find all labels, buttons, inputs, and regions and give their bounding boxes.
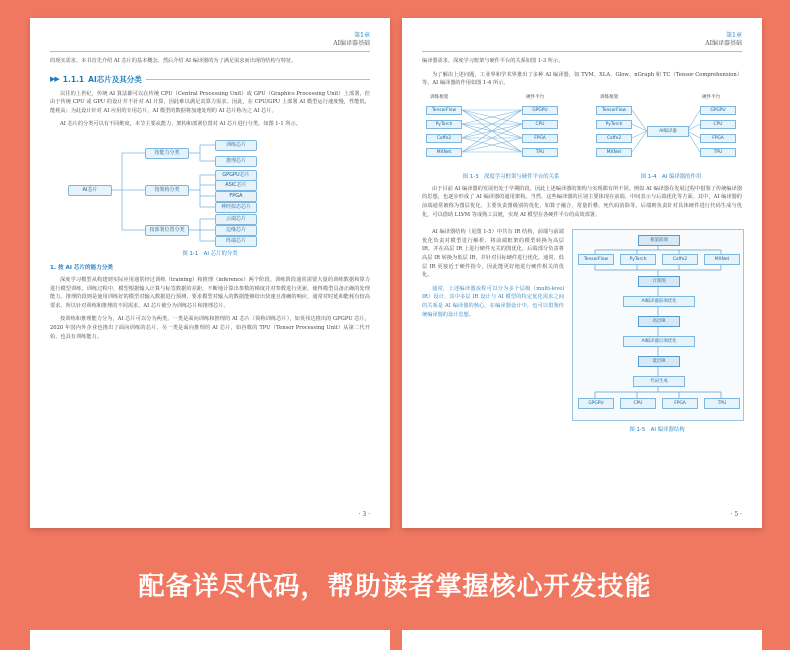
tree-leaf: 推理芯片 bbox=[215, 156, 257, 167]
next-page-peek bbox=[402, 630, 762, 650]
hardware-box: CPU bbox=[522, 120, 558, 129]
tree-leaf: 训练芯片 bbox=[215, 140, 257, 151]
paragraph: AI 芯片的分类可以有不同维度，本节主要从能力、架构和部署位置对 AI 芯片进行分类，如图 1-1 所示。 bbox=[60, 121, 301, 128]
hardware-box: CPU bbox=[700, 120, 736, 129]
figure-ai-compiler-role bbox=[592, 94, 742, 168]
paragraph: 由于目前 AI 编译器的发展仍处于早期阶段，因此上述编译器的架构与实现都有所不同。例如 AI 编译器在发展过程中借鉴了传统编译器的思想，也逐步形成了 AI 编译器的通用架构。当然，这些编译器的区别主要体现在前端、中间表示与后端优化等方面。其中，AI 编译器的前端通常被称为图层优化，主要负责图级别的优化，如算子融合、常量折叠、死代码消除等。后端则负责针对具体硬件进行代码生成与优化，可以借助 LLVM 等成熟工具链，实现 AI 模型在各硬件平台的高效部署。 bbox=[422, 185, 742, 218]
column-label: 训练框架 bbox=[430, 94, 449, 100]
text-column bbox=[422, 223, 564, 433]
pipeline-stage: AI编译器前端优化 bbox=[623, 296, 695, 307]
tree-leaf: GPGPU芯片 bbox=[215, 170, 257, 181]
hardware-box: GPGPU bbox=[700, 106, 736, 115]
frontend-box: 框架前端 bbox=[638, 235, 680, 246]
heading-rule bbox=[146, 79, 370, 80]
book-page-right bbox=[402, 18, 762, 528]
pipeline-stage: AI编译器后端优化 bbox=[623, 336, 695, 347]
hardware-box: TPU bbox=[700, 148, 736, 157]
figure-framework-hardware bbox=[422, 94, 572, 168]
arrows-icon: ▶▶ bbox=[50, 75, 59, 84]
subsection-heading: 1. 按 AI 芯片的能力分类 bbox=[50, 264, 114, 271]
paragraph: AI 编译器结构（见图 1-5）中共有 IR 结构，前端与前端优化负责对模型进行解析，将前端框架的模型转换为高层 IR，并在高层 IR 上进行硬件无关的图优化。后端部分负责将高层 IR 转换为低层 IR，并针对目标硬件进行优化。通常，低层 IR 更接近于硬件指令，因此能更好地进行硬件相关的优化。 bbox=[422, 229, 564, 279]
tree-group: 按架构分类 bbox=[145, 185, 189, 196]
pipeline-stage: 高层IR bbox=[638, 316, 680, 327]
hardware-box: CPU bbox=[620, 398, 656, 409]
tree-leaf: 终端芯片 bbox=[215, 236, 257, 247]
framework-box: MXNet bbox=[426, 148, 462, 157]
framework-box: MXNet bbox=[596, 148, 632, 157]
figure-caption: 图 1-5 AI 编译器结构 bbox=[629, 427, 685, 434]
highlighted-paragraph: 通常，上述编译器流程可以分为多个层级（multi-level IR）设计，其中多层 IR 设计与 AI 模型的特定优化需求之间的关系是 AI 编译器的核心。在编译器设计中，也可以借鉴传统编译器的设计思想。 bbox=[422, 285, 564, 318]
promo-banner-text: 配备详尽代码，帮助读者掌握核心开发技能 bbox=[138, 572, 652, 602]
framework-box: TensorFlow bbox=[596, 106, 632, 115]
chapter-label: 第1章 bbox=[354, 32, 370, 39]
tree-leaf: 神经拟态芯片 bbox=[215, 202, 257, 213]
figure-captions bbox=[422, 168, 742, 180]
next-page-peek bbox=[30, 630, 390, 650]
paragraph: 按训练和推理能力分为，AI 芯片可以分为两类。一类是面向训练和推理的 AI 芯片（简称训练芯片），如英伟达推出的 GPGPU 芯片，2020 年国内外企业也推出了面向训练的芯片。另一类是面向推理的 AI 芯片，如谷歌的 TPU（Tensor Processing Unit）从第二代开始，也具有训练能力。 bbox=[50, 316, 370, 340]
framework-box: PyTorch bbox=[596, 120, 632, 129]
chapter-subtitle: AI编译器基础 bbox=[333, 40, 370, 47]
hardware-box: FPGA bbox=[700, 134, 736, 143]
tree-group: 按部署位置分类 bbox=[145, 225, 189, 236]
tree-group: 按能力分类 bbox=[145, 148, 189, 159]
section-title: AI芯片及其分类 bbox=[88, 74, 142, 84]
tree-leaf: ASIC芯片 bbox=[215, 180, 257, 191]
paragraph: 编译器需求。深度学习框架与硬件平台的关系如图 1-3 所示。 bbox=[422, 58, 564, 64]
framework-box: TensorFlow bbox=[578, 254, 614, 265]
figure-caption: 图 1-3 深度学习框架与硬件平台的关系 bbox=[462, 173, 560, 180]
paragraph: 以往的上世纪，传统 AI 算法都可以在传统 CPU（Central Processing Unit）或 GPU（Graphics Processing Unit）上部署，但由于传统 CPU 或 GPU 的设计并不针对 AI 计算，因此难以满足其算力需求。因此，在 CPU/GPU 上部署 AI 模型运行速度慢，性能低，能耗高；为此设计针对 AI 应用的专用芯片，AI 模型的数据将加速处理的 AI 芯片称为之 AI 芯片。 bbox=[50, 90, 370, 114]
hardware-box: TPU bbox=[704, 398, 740, 409]
text-and-figure bbox=[422, 223, 742, 433]
column-label: 硬件平台 bbox=[702, 94, 721, 100]
hardware-box: TPU bbox=[522, 148, 558, 157]
chapter-subtitle: AI编译器基础 bbox=[705, 40, 742, 47]
pipeline-stage: 计算图 bbox=[638, 276, 680, 287]
tree-root: AI芯片 bbox=[68, 185, 112, 196]
running-head bbox=[422, 32, 742, 52]
framework-box: Caffe2 bbox=[596, 134, 632, 143]
ai-compiler-structure-diagram bbox=[572, 229, 744, 421]
page-number: · 5 · bbox=[730, 511, 742, 518]
framework-box: PyTorch bbox=[426, 120, 462, 129]
tree-leaf: 边缘芯片 bbox=[215, 225, 257, 236]
figure-caption: 图 1-1 AI 芯片的分类 bbox=[182, 250, 238, 257]
framework-box: PyTorch bbox=[620, 254, 656, 265]
column-label: 硬件平台 bbox=[526, 94, 545, 100]
figure-column bbox=[572, 223, 742, 433]
ai-chip-classification-diagram bbox=[60, 135, 360, 245]
figure-caption: 图 1-4 AI 编译器的作用 bbox=[640, 173, 702, 180]
hardware-box: FPGA bbox=[522, 134, 558, 143]
hardware-box: FPGA bbox=[662, 398, 698, 409]
tree-leaf: FPGA bbox=[215, 191, 257, 202]
pipeline-stage: 代码生成 bbox=[633, 376, 685, 387]
framework-box: Caffe2 bbox=[662, 254, 698, 265]
page-number: · 3 · bbox=[358, 511, 370, 518]
ai-compiler-box: AI编译器 bbox=[647, 126, 689, 137]
framework-box: Caffe2 bbox=[426, 134, 462, 143]
section-number: 1.1.1 bbox=[62, 74, 85, 84]
running-head bbox=[50, 32, 370, 52]
framework-box: MXNet bbox=[704, 254, 740, 265]
hardware-box: GPGPU bbox=[522, 106, 558, 115]
column-label: 训练框架 bbox=[600, 94, 619, 100]
chapter-label: 第1章 bbox=[726, 32, 742, 39]
book-page-left bbox=[30, 18, 390, 528]
section-heading bbox=[50, 74, 370, 85]
intro-paragraph: 的现实需求。本书首先介绍 AI 芯片的基本概念，然后介绍 AI 编译器的为了满足需求而出现的结构与特征。 bbox=[50, 58, 297, 64]
framework-box: TensorFlow bbox=[426, 106, 462, 115]
hardware-box: GPGPU bbox=[578, 398, 614, 409]
pipeline-stage: 低层IR bbox=[638, 356, 680, 367]
paragraph: 深度学习模型从构建到实际应用通常经过训练（training）和推理（inference）两个阶段。训练阶段通常需要大量的训练数据和算力进行模型训练，训练过程中，模型根据输入计算与标签数据的差距，不断地计算出参数的梯度并对参数进行更新，使得模型具备正确的处理能力。推理阶段则是使用训练好的模型对输入数据进行预测，要求模型对输入的数据能够给出快速且准确的响应，通常对时延和能耗有较高要求。所以针对训练和推理的不同需求，AI 芯片被分为训练芯片和推理芯片。 bbox=[50, 276, 370, 309]
tree-leaf: 云端芯片 bbox=[215, 214, 257, 225]
paragraph: 为了解决上述问题，工业界和学术界推出了多种 AI 编译器，如 TVM、XLA、Glow、nGraph 和 TC（Tensor Comprehension）等。AI 编译器的作用如图 1-4 所示。 bbox=[422, 71, 742, 87]
framework-figures bbox=[422, 94, 742, 168]
